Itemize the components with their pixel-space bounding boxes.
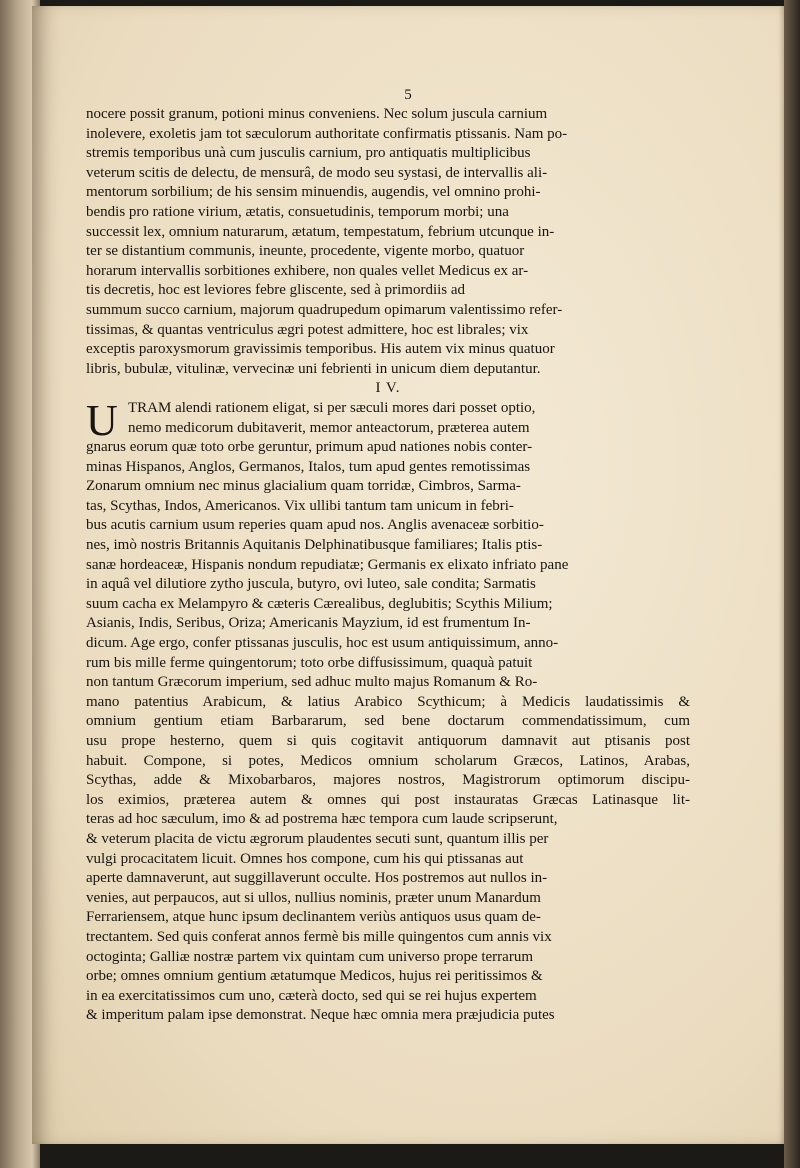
text-line: successit lex, omnium naturarum, ætatum, tempestatum, febrium utcunque in- [86, 223, 555, 240]
text-line: tas, Scythas, Indos, Americanos. Vix ullibi tantum tam unicum in febri- [86, 497, 514, 514]
text-line: usu prope hesterno, quem si quis cogitavit antiquorum damnavit aut ptisanis post [86, 733, 690, 749]
text-line: in ea exercitatissimos cum uno, cæterà docto, sed qui se rei hujus expertem [86, 987, 537, 1004]
text-line: nes, imò nostris Britannis Aquitanis Delphinatibusque familiares; Italis ptis- [86, 537, 543, 554]
text-line: nocere possit granum, potioni minus conveniens. Nec solum juscula carnium [86, 106, 548, 122]
text-line: veterum scitis de delectu, de mensurâ, de modo seu systasi, de intervallis ali- [86, 164, 548, 181]
text-line: bendis pro ratione virium, ætatis, consuetudinis, temporum morbi; una [86, 203, 509, 220]
text-line: sanæ hordeaceæ, Hispanis nondum repudiatæ; Germanis ex elixato infriato pane [86, 556, 569, 573]
page-text [86, 86, 690, 1026]
text-line: rum bis mille ferme quingentorum; toto orbe diffusissimum, quaquà patuit [86, 654, 533, 671]
text-line: bus acutis carnium usum reperies quam apud nos. Anglis avenaceæ sorbitio- [86, 517, 544, 534]
text-line: libris, bubulæ, vitulinæ, vervecinæ uni febrienti in unicum diem deputantur. [86, 360, 541, 377]
text-line: in aquâ vel dilutiore zytho juscula, butyro, ovi luteo, sale condita; Sarmatis [86, 576, 536, 593]
text-line: stremis temporibus unà cum jusculis carnium, pro antiquatis multiplicibus [86, 145, 531, 162]
text-line: horarum intervallis sorbitiones exhibere, non quales vellet Medicus ex ar- [86, 262, 529, 279]
text-line: orbe; omnes omnium gentium ætatumque Medicos, hujus rei peritissimos & [86, 968, 543, 985]
text-line: non tantum Græcorum imperium, sed adhuc multo majus Romanum & Ro- [86, 674, 538, 691]
text-line: mentorum sorbilium; de his sensim minuendis, augendis, vel omnino prohi- [86, 184, 541, 201]
text-line: & veterum placita de victu ægrorum plaudentes secuti sunt, quantum illis per [86, 830, 549, 847]
text-line: venies, aut perpaucos, aut si ullos, nullius nominis, præter unum Manardum [86, 889, 541, 906]
text-line: TRAM alendi rationem eligat, si per sæculi mores dari posset optio, [128, 399, 536, 416]
text-line: trectantem. Sed quis conferat annos fermè bis mille quingentos cum annis vix [86, 928, 552, 945]
book-edge [784, 0, 800, 1168]
text-line: Ferrariensem, atque hunc ipsum declinantem veriùs antiquos usus quam de- [86, 909, 541, 926]
text-line: exceptis paroxysmorum gravissimis temporibus. His autem vix minus quatuor [86, 341, 555, 358]
text-line: nemo medicorum dubitaverit, memor anteactorum, præterea autem [128, 419, 530, 436]
text-line: vulgi procacitatem licuit. Omnes hos compone, cum his qui ptissanas aut [86, 850, 524, 867]
section-heading: I V. [375, 380, 401, 397]
paragraph-2-body [86, 438, 690, 1026]
paragraph-2 [86, 395, 690, 1026]
text-line: aperte damnaverunt, aut suggillaverunt occulte. Hos postremos aut nullos in- [86, 870, 548, 887]
text-line: mano patentius Arabicum, & latius Arabico Scythicum; à Medicis laudatissimis & [86, 693, 690, 710]
text-line: tissimas, & quantas ventriculus ægri potest admittere, hoc est librales; vix [86, 321, 529, 338]
text-line: gnarus eorum quæ toto orbe geruntur, primum apud nationes nobis conter- [86, 439, 533, 456]
text-line: suum cacha ex Melampyro & cæteris Cærealibus, deglubitis; Scythis Milium; [86, 595, 553, 612]
drop-cap: U [86, 395, 118, 445]
text-line: & imperitum palam ipse demonstrat. Neque hæc omnia mera præjudicia putes [86, 1007, 555, 1024]
text-line: minas Hispanos, Anglos, Germanos, Italos, tum apud gentes remotissimas [86, 458, 531, 475]
text-line: ter se distantium communis, ineunte, procedente, vigente morbo, quatuor [86, 243, 525, 260]
text-line: teras ad hoc sæculum, imo & ad postrema hæc tempora cum laude scripserunt, [86, 811, 558, 828]
text-line: omnium gentium etiam Barbararum, sed bene doctarum commendatissimum, cum [86, 713, 690, 730]
text-line: octoginta; Galliæ nostræ partem vix quintam cum universo prope terrarum [86, 948, 533, 965]
text-line: los eximios, præterea autem & omnes qui post instauratas Græcas Latinasque lit- [86, 791, 690, 808]
text-line: inolevere, exoletis jam tot sæculorum authoritate confirmatis ptissanis. Nam po- [86, 125, 568, 142]
text-line: Zonarum omnium nec minus glacialium quam torridæ, Cimbros, Sarma- [86, 478, 521, 495]
text-line: habuit. Compone, si potes, Medicos omnium scholarum Græcos, Latinos, Arabas, [86, 752, 690, 769]
text-line: Asianis, Indis, Seribus, Oriza; Americanis Mayzium, id est frumentum In- [86, 615, 531, 632]
paragraph-2-indented [86, 399, 690, 438]
text-line: tis decretis, hoc est leviores febre gliscente, sed à primordiis ad [86, 282, 466, 299]
text-line: Scythas, adde & Mixobarbaros, majores nostros, Magistrorum optimorum discipu- [86, 772, 690, 789]
paragraph-1 [86, 105, 690, 379]
text-line: summum succo carnium, majorum quadrupedum opimarum valentissimo refer- [86, 301, 563, 318]
page-number: 5 [404, 87, 412, 103]
text-line: dicum. Age ergo, confer ptissanas jusculis, hoc est usum antiquissimum, anno- [86, 635, 559, 652]
